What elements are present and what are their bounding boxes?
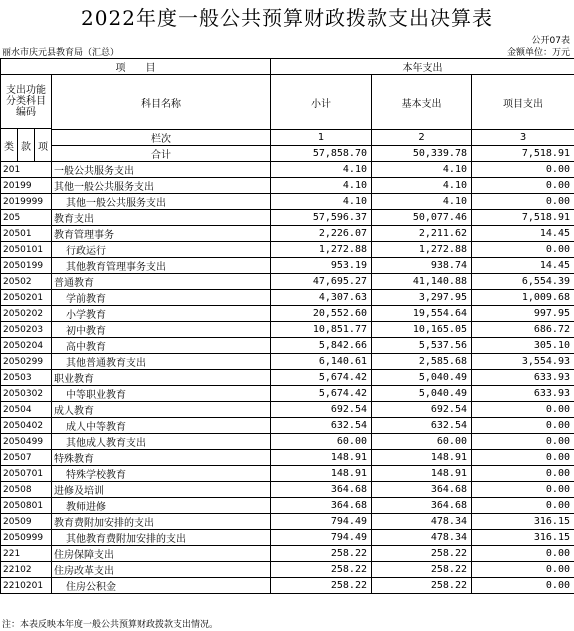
row-basic: 41,140.88 — [372, 274, 472, 290]
row-code: 2210201 — [1, 578, 52, 594]
row-subject-name: 其他教育管理事务支出 — [52, 258, 271, 274]
row-basic: 364.68 — [372, 482, 472, 498]
row-code: 20504 — [1, 402, 52, 418]
row-code: 2050202 — [1, 306, 52, 322]
row-code: 2050101 — [1, 242, 52, 258]
row-subtotal: 4.10 — [271, 162, 372, 178]
table-row — [1, 338, 574, 354]
row-basic: 938.74 — [372, 258, 472, 274]
row-basic: 258.22 — [372, 562, 472, 578]
row-project: 14.45 — [472, 226, 574, 242]
row-subtotal: 953.19 — [271, 258, 372, 274]
row-subject-name: 普通教育 — [52, 274, 271, 290]
table-row — [1, 530, 574, 546]
header-item: 项 目 — [1, 59, 271, 75]
row-subject-name: 高中教育 — [52, 338, 271, 354]
row-subtotal: 20,552.60 — [271, 306, 372, 322]
row-subject-name: 职业教育 — [52, 370, 271, 386]
row-subject-name: 教育支出 — [52, 210, 271, 226]
row-code: 221 — [1, 546, 52, 562]
row-subtotal: 794.49 — [271, 530, 372, 546]
row-subject-name: 中等职业教育 — [52, 386, 271, 402]
table-row — [1, 434, 574, 450]
row-subtotal: 5,674.42 — [271, 370, 372, 386]
table-row — [1, 242, 574, 258]
row-project: 0.00 — [472, 194, 574, 210]
header-row-1 — [1, 59, 574, 75]
row-subtotal: 4.10 — [271, 194, 372, 210]
row-project: 0.00 — [472, 498, 574, 514]
row-subtotal: 148.91 — [271, 466, 372, 482]
row-project: 7,518.91 — [472, 210, 574, 226]
table-row — [1, 386, 574, 402]
row-project: 997.95 — [472, 306, 574, 322]
header-subject-name: 科目名称 — [52, 75, 271, 130]
row-code: 2050801 — [1, 498, 52, 514]
row-subject-name: 进修及培训 — [52, 482, 271, 498]
row-subtotal: 632.54 — [271, 418, 372, 434]
row-code: 2050499 — [1, 434, 52, 450]
table-row — [1, 210, 574, 226]
table-row — [1, 562, 574, 578]
row-subject-name: 其他一般公共服务支出 — [52, 194, 271, 210]
row-project: 14.45 — [472, 258, 574, 274]
row-subject-name: 行政运行 — [52, 242, 271, 258]
header-basic: 基本支出 — [372, 75, 472, 130]
table-row — [1, 306, 574, 322]
table-row — [1, 274, 574, 290]
row-subject-name: 一般公共服务支出 — [52, 162, 271, 178]
row-subtotal: 10,851.77 — [271, 322, 372, 338]
footnote: 注：本表反映本年度一般公共预算财政拨款支出情况。 — [2, 620, 219, 630]
row-basic: 5,040.49 — [372, 386, 472, 402]
row-subject-name: 初中教育 — [52, 322, 271, 338]
row-project: 0.00 — [472, 546, 574, 562]
table-row — [1, 418, 574, 434]
row-basic: 148.91 — [372, 450, 472, 466]
row-project: 0.00 — [472, 162, 574, 178]
row-basic: 478.34 — [372, 530, 472, 546]
expenditure-table — [0, 58, 574, 594]
row-subject-name: 特殊教育 — [52, 450, 271, 466]
row-subtotal: 47,695.27 — [271, 274, 372, 290]
total-row — [1, 146, 574, 162]
row-code: 2019999 — [1, 194, 52, 210]
table-row — [1, 290, 574, 306]
row-subject-name: 成人教育 — [52, 402, 271, 418]
table-row — [1, 162, 574, 178]
row-subtotal: 692.54 — [271, 402, 372, 418]
row-project: 6,554.39 — [472, 274, 574, 290]
row-basic: 2,585.68 — [372, 354, 472, 370]
row-code: 2050199 — [1, 258, 52, 274]
row-subject-name: 教师进修 — [52, 498, 271, 514]
row-project: 305.10 — [472, 338, 574, 354]
table-row — [1, 514, 574, 530]
row-code: 2050402 — [1, 418, 52, 434]
row-basic: 50,077.46 — [372, 210, 472, 226]
row-subtotal: 4.10 — [271, 178, 372, 194]
row-code: 2050299 — [1, 354, 52, 370]
row-subject-name: 教育管理事务 — [52, 226, 271, 242]
header-kuan: 款 — [18, 129, 35, 162]
row-basic: 60.00 — [372, 434, 472, 450]
row-project: 1,009.68 — [472, 290, 574, 306]
row-code: 20503 — [1, 370, 52, 386]
row-basic: 10,165.05 — [372, 322, 472, 338]
row-subtotal: 258.22 — [271, 546, 372, 562]
column-number-row — [1, 130, 574, 146]
row-code: 2050203 — [1, 322, 52, 338]
row-project: 0.00 — [472, 450, 574, 466]
row-subject-name: 住房改革支出 — [52, 562, 271, 578]
table-row — [1, 258, 574, 274]
total-label: 合计 — [52, 146, 271, 162]
table-row — [1, 482, 574, 498]
row-subtotal: 1,272.88 — [271, 242, 372, 258]
row-project: 0.00 — [472, 466, 574, 482]
row-basic: 364.68 — [372, 498, 472, 514]
header-project: 项目支出 — [472, 75, 574, 130]
header-lei: 类 — [1, 129, 18, 162]
header-xiang: 项 — [35, 129, 52, 162]
row-subtotal: 148.91 — [271, 450, 372, 466]
row-subject-name: 其他成人教育支出 — [52, 434, 271, 450]
row-code: 2050302 — [1, 386, 52, 402]
table-row — [1, 226, 574, 242]
table-row — [1, 178, 574, 194]
row-subtotal: 4,307.63 — [271, 290, 372, 306]
column-number-3: 3 — [472, 130, 574, 146]
row-basic: 478.34 — [372, 514, 472, 530]
row-subtotal: 258.22 — [271, 562, 372, 578]
row-project: 3,554.93 — [472, 354, 574, 370]
row-subject-name: 成人中等教育 — [52, 418, 271, 434]
row-project: 633.93 — [472, 386, 574, 402]
table-row — [1, 578, 574, 594]
row-project: 686.72 — [472, 322, 574, 338]
row-subject-name: 学前教育 — [52, 290, 271, 306]
header-current-year: 本年支出 — [271, 59, 574, 75]
table-row — [1, 466, 574, 482]
row-subject-name: 住房保障支出 — [52, 546, 271, 562]
total-basic: 50,339.78 — [372, 146, 472, 162]
row-code: 201 — [1, 162, 52, 178]
row-subtotal: 258.22 — [271, 578, 372, 594]
row-subject-name: 住房公积金 — [52, 578, 271, 594]
header-row-2 — [1, 75, 574, 129]
table-row — [1, 546, 574, 562]
row-subtotal: 5,842.66 — [271, 338, 372, 354]
row-basic: 4.10 — [372, 178, 472, 194]
row-code: 22102 — [1, 562, 52, 578]
header-subtotal: 小计 — [271, 75, 372, 130]
row-basic: 5,537.56 — [372, 338, 472, 354]
row-project: 0.00 — [472, 434, 574, 450]
table-row — [1, 402, 574, 418]
row-subtotal: 6,140.61 — [271, 354, 372, 370]
row-project: 633.93 — [472, 370, 574, 386]
table-row — [1, 322, 574, 338]
row-code: 20501 — [1, 226, 52, 242]
row-code: 2050201 — [1, 290, 52, 306]
row-subject-name: 其他教育费附加安排的支出 — [52, 530, 271, 546]
row-project: 0.00 — [472, 562, 574, 578]
form-number: 公开07表 — [531, 36, 570, 46]
table-row — [1, 354, 574, 370]
column-number-2: 2 — [372, 130, 472, 146]
row-code: 20508 — [1, 482, 52, 498]
row-basic: 632.54 — [372, 418, 472, 434]
row-basic: 5,040.49 — [372, 370, 472, 386]
row-project: 0.00 — [472, 402, 574, 418]
row-project: 0.00 — [472, 482, 574, 498]
header-func-class: 支出功能分类科目编码 — [1, 75, 52, 129]
row-subtotal: 57,596.37 — [271, 210, 372, 226]
row-subject-name: 其他普通教育支出 — [52, 354, 271, 370]
amount-unit: 金额单位：万元 — [506, 48, 570, 58]
table-row — [1, 194, 574, 210]
row-code: 20507 — [1, 450, 52, 466]
unit-name: 丽水市庆元县教育局（汇总） — [2, 48, 120, 58]
row-subject-name: 特殊学校教育 — [52, 466, 271, 482]
total-project: 7,518.91 — [472, 146, 574, 162]
report-title: 2022年度一般公共预算财政拨款支出决算表 — [81, 6, 493, 30]
row-project: 316.15 — [472, 514, 574, 530]
row-subtotal: 5,674.42 — [271, 386, 372, 402]
row-basic: 692.54 — [372, 402, 472, 418]
row-subtotal: 2,226.07 — [271, 226, 372, 242]
row-subtotal: 364.68 — [271, 482, 372, 498]
row-subtotal: 364.68 — [271, 498, 372, 514]
row-basic: 148.91 — [372, 466, 472, 482]
row-basic: 2,211.62 — [372, 226, 472, 242]
table-row — [1, 450, 574, 466]
row-code: 2050999 — [1, 530, 52, 546]
row-subtotal: 794.49 — [271, 514, 372, 530]
row-code: 20199 — [1, 178, 52, 194]
row-project: 0.00 — [472, 242, 574, 258]
row-project: 0.00 — [472, 418, 574, 434]
row-subject-name: 教育费附加安排的支出 — [52, 514, 271, 530]
row-basic: 4.10 — [372, 194, 472, 210]
row-project: 316.15 — [472, 530, 574, 546]
column-number-1: 1 — [271, 130, 372, 146]
row-basic: 258.22 — [372, 546, 472, 562]
row-basic: 258.22 — [372, 578, 472, 594]
row-basic: 1,272.88 — [372, 242, 472, 258]
column-number-label: 栏次 — [52, 130, 271, 146]
table-row — [1, 498, 574, 514]
row-code: 20502 — [1, 274, 52, 290]
row-code: 2050701 — [1, 466, 52, 482]
row-basic: 4.10 — [372, 162, 472, 178]
row-basic: 3,297.95 — [372, 290, 472, 306]
row-project: 0.00 — [472, 178, 574, 194]
row-code: 2050204 — [1, 338, 52, 354]
row-code: 20509 — [1, 514, 52, 530]
total-subtotal: 57,858.70 — [271, 146, 372, 162]
row-subject-name: 其他一般公共服务支出 — [52, 178, 271, 194]
row-basic: 19,554.64 — [372, 306, 472, 322]
table-row — [1, 370, 574, 386]
row-project: 0.00 — [472, 578, 574, 594]
row-subtotal: 60.00 — [271, 434, 372, 450]
row-subject-name: 小学教育 — [52, 306, 271, 322]
row-code: 205 — [1, 210, 52, 226]
